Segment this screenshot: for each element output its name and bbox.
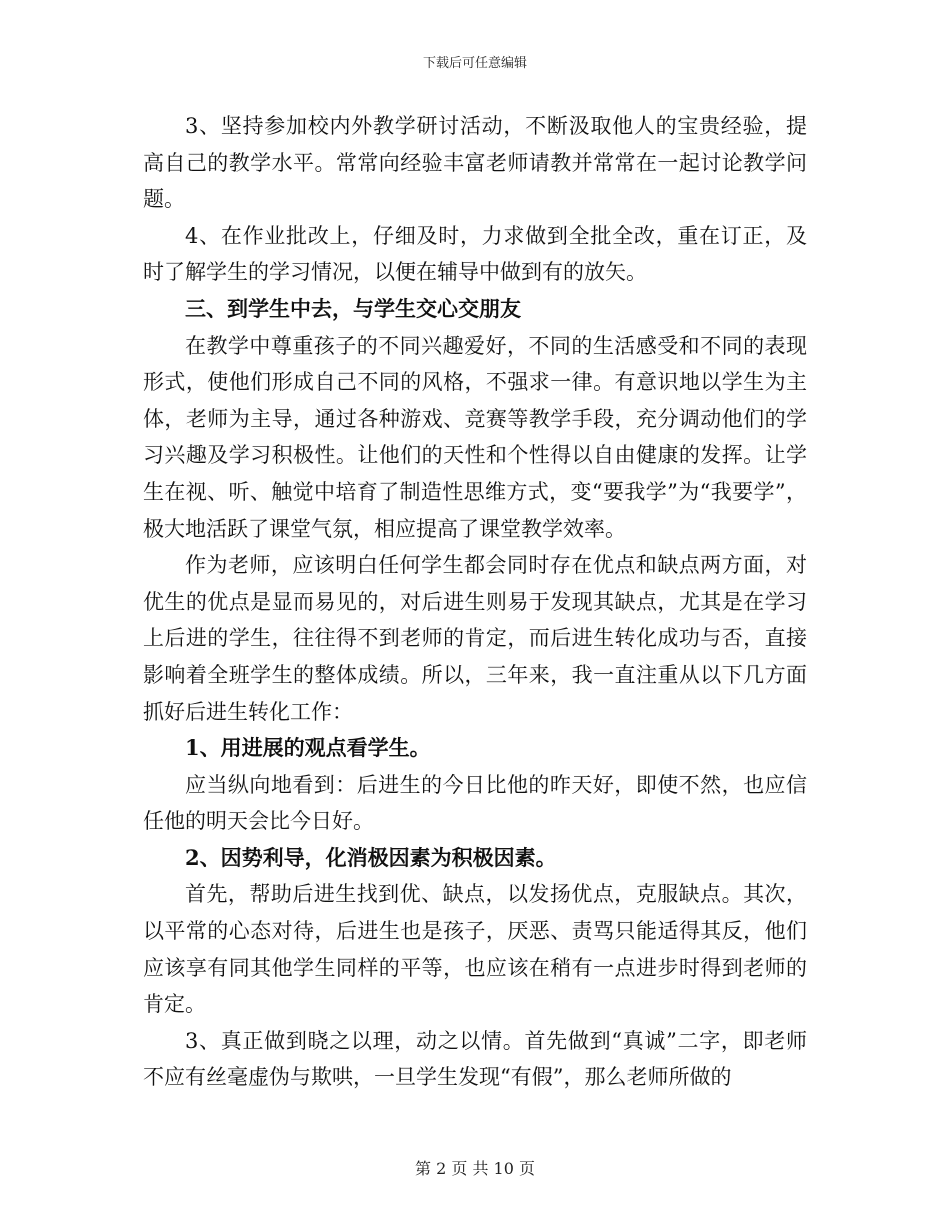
document-body: [143, 108, 807, 1096]
paragraph-teacher-role: 作为老师，应该明白任何学生都会同时存在优点和缺点两方面，对优生的优点是显而易见的，对后进生则易于发现其缺点，尤其是在学习上后进的学生，往往得不到老师的肯定，而后进生转化成功与否，直接影响着全班学生的整体成绩。所以，三年来，我一直注重从以下几方面抓好后进生转化工作：: [143, 553, 807, 724]
page-number: 第 2 页 共 10 页: [415, 1159, 535, 1178]
section-heading-3: 三、到学生中去，与学生交心交朋友: [185, 295, 521, 321]
subheading-1: 1、用进展的观点看学生。: [185, 735, 431, 761]
header-note: 下载后可任意编辑: [422, 56, 527, 71]
paragraph-sincerity: 3、真正做到晓之以理，动之以情。首先做到“真诚”二字，即老师不应有丝毫虚伪与欺哄，一旦学生发现“有假”，那么老师所做的: [143, 1028, 807, 1090]
paragraph-item-4: 4、在作业批改上，仔细及时，力求做到全批全改，重在订正，及时了解学生的学习情况，以便在辅导中做到有的放矢。: [143, 223, 807, 285]
paragraph-item-3: 3、坚持参加校内外教学研讨活动，不断汲取他人的宝贵经验，提高自己的教学水平。常常向经验丰富老师请教并常常在一起讨论教学问题。: [143, 114, 807, 212]
subheading-2: 2、因势利导，化消极因素为积极因素。: [185, 844, 557, 870]
paragraph-development-view: 应当纵向地看到：后进生的今日比他的昨天好，即使不然，也应信任他的明天会比今日好。: [143, 772, 807, 834]
paragraph-guidance: 首先，帮助后进生找到优、缺点，以发扬优点，克服缺点。其次，以平常的心态对待，后进生也是孩子，厌恶、责骂只能适得其反，他们应该享有同其他学生同样的平等，也应该在稍有一点进步时得到老师的肯定。: [143, 882, 807, 1017]
paragraph-teaching: 在教学中尊重孩子的不同兴趣爱好，不同的生活感受和不同的表现形式，使他们形成自己不同的风格，不强求一律。有意识地以学生为主体，老师为主导，通过各种游戏、竞赛等教学手段，充分调动他们的学习兴趣及学习积极性。让他们的天性和个性得以自由健康的发挥。让学生在视、听、触觉中培育了制造性思维方式，变“要我学”为“我要学”，极大地活跃了课堂气氛，相应提高了课堂教学效率。: [143, 333, 807, 541]
